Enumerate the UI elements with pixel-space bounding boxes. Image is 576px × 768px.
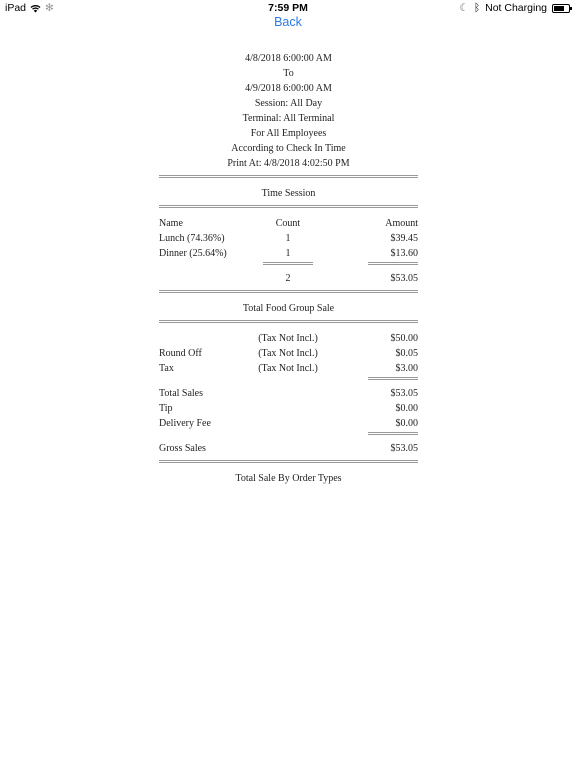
subtotal-divider	[159, 431, 418, 441]
header-line: For All Employees	[250, 128, 327, 139]
summary-spacer	[255, 386, 321, 401]
food-row-note: (Tax Not Incl.)	[258, 333, 318, 344]
food-row-name: Tax	[159, 363, 174, 374]
device-label: iPad	[5, 2, 27, 14]
session-total-row	[159, 271, 418, 286]
divider	[159, 460, 418, 471]
header-line: 4/8/2018 6:00:00 AM	[245, 53, 332, 64]
session-amount: $39.45	[390, 233, 418, 244]
summary-rows	[159, 386, 418, 431]
battery-fill	[554, 6, 564, 11]
food-group-rows	[159, 331, 418, 376]
food-row-name	[159, 331, 255, 346]
session-count: 1	[285, 233, 291, 244]
food-row-name: Round Off	[159, 348, 202, 359]
table-row	[159, 346, 418, 361]
loading-spinner-icon: ✻	[45, 2, 54, 14]
food-row-amount: $0.05	[395, 348, 418, 359]
column-header-amount: Amount	[385, 218, 418, 229]
table-row	[159, 361, 418, 376]
subtotal-divider	[159, 261, 418, 271]
header-line: Terminal: All Terminal	[242, 113, 335, 124]
back-button[interactable]: Back	[274, 15, 302, 29]
header-line: To	[283, 68, 294, 79]
session-total-count: 2	[285, 273, 291, 284]
column-header-name: Name	[159, 218, 183, 229]
summary-label: Total Sales	[159, 388, 204, 399]
column-header-count: Count	[275, 218, 301, 229]
table-row	[159, 246, 418, 261]
session-rows	[159, 231, 418, 261]
status-bar	[0, 0, 576, 16]
section-title-order-types: Total Sale By Order Types	[235, 473, 342, 484]
header-line: According to Check In Time	[231, 143, 346, 154]
subtotal-divider	[159, 376, 418, 386]
divider	[159, 175, 418, 186]
food-row-amount: $3.00	[395, 363, 418, 374]
table-row	[159, 386, 418, 401]
clock: 7:59 PM	[268, 2, 308, 14]
divider	[159, 205, 418, 216]
report	[159, 51, 418, 486]
summary-spacer	[255, 401, 321, 416]
header-line: Print At: 4/8/2018 4:02:50 PM	[227, 158, 350, 169]
session-name: Dinner (25.64%)	[159, 248, 227, 259]
session-amount: $13.60	[390, 248, 418, 259]
table-row	[159, 401, 418, 416]
report-header	[159, 51, 418, 171]
status-right	[459, 2, 570, 14]
header-line: Session: All Day	[254, 98, 323, 109]
table-row	[159, 331, 418, 346]
table-row	[159, 231, 418, 246]
summary-spacer	[255, 416, 321, 431]
bluetooth-icon: ᛒ	[473, 2, 481, 14]
session-count: 1	[285, 248, 291, 259]
food-row-note: (Tax Not Incl.)	[258, 348, 318, 359]
session-total-amount: $53.05	[390, 273, 418, 284]
summary-amount: $53.05	[390, 388, 418, 399]
food-row-note: (Tax Not Incl.)	[258, 363, 318, 374]
section-title-food-group: Total Food Group Sale	[242, 303, 335, 314]
column-headers	[159, 216, 418, 231]
section-title-time-session: Time Session	[261, 188, 316, 199]
divider	[159, 290, 418, 301]
summary-amount: $0.00	[395, 418, 418, 429]
charging-status: Not Charging	[485, 2, 547, 14]
summary-label: Delivery Fee	[159, 418, 211, 429]
session-name: Lunch (74.36%)	[159, 233, 225, 244]
gross-sales-row	[159, 441, 418, 456]
food-row-amount: $50.00	[390, 333, 418, 344]
summary-label: Tip	[159, 403, 173, 414]
header-line: 4/9/2018 6:00:00 AM	[245, 83, 332, 94]
moon-icon: ☾	[459, 2, 469, 14]
gross-sales-amount: $53.05	[390, 443, 418, 454]
summary-amount: $0.00	[395, 403, 418, 414]
battery-icon	[552, 4, 570, 13]
divider	[159, 320, 418, 331]
table-row	[159, 416, 418, 431]
gross-sales-label: Gross Sales	[159, 443, 206, 454]
